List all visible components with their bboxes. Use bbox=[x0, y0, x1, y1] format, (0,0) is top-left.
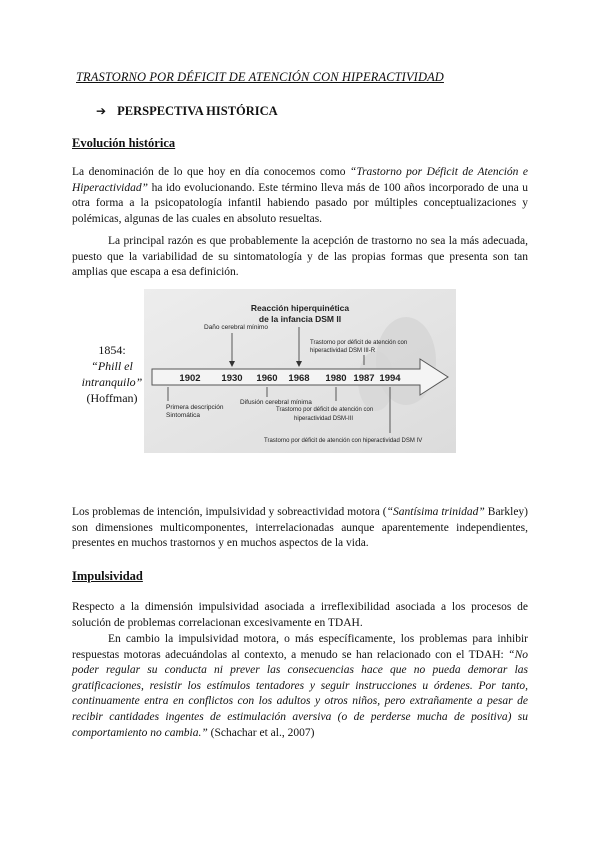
year-label: 1930 bbox=[221, 373, 243, 384]
paragraph-impulsividad-2 bbox=[72, 632, 528, 741]
label-dsm3r-line-2: hiperactividad DSM III-R bbox=[310, 348, 376, 354]
year-label: 1987 bbox=[353, 373, 375, 384]
paragraph-citation: (Schachar et al., 2007) bbox=[207, 726, 315, 739]
year-label: 1968 bbox=[288, 373, 310, 384]
label-dsm3-line-2: hiperactividad DSM-III bbox=[294, 416, 354, 422]
label-dsm4: Trastorno por déficit de atención con hiperactividad DSM IV bbox=[264, 438, 423, 444]
paragraph-text: ha ido evolucionando. Este término lleva más de 100 años incorporado de una u otra forma a la psicopatología infantil habiendo pasado por múltiples conceptualizaciones y polémicas, algunas de las cuales en absoluto resueltas. bbox=[72, 181, 528, 225]
timeline-svg bbox=[144, 289, 456, 453]
paragraph-text: Los problemas de intención, impulsividad y sobreactividad motora ( bbox=[72, 506, 387, 518]
year-label: 1994 bbox=[379, 373, 401, 384]
section-heading-evolucion: Evolución histórica bbox=[72, 136, 176, 150]
top-label-line-1: Reacción hiperquinética bbox=[250, 303, 350, 313]
bullet-heading-text: PERSPECTIVA HISTÓRICA bbox=[117, 104, 278, 118]
top-label-line-2: de la infancia DSM II bbox=[258, 314, 342, 324]
label-dsm3-line-1: Trastorno por déficit de atención con bbox=[276, 407, 374, 413]
paragraph-text: La denominación de lo que hoy en día conocemos como bbox=[72, 166, 350, 178]
label-dsm3r-line-1: Trastorno por déficit de atención con bbox=[310, 340, 408, 346]
year-label: 1960 bbox=[256, 373, 278, 384]
paragraph-evolucion-1 bbox=[72, 165, 528, 227]
caption-year: 1854: bbox=[98, 343, 126, 357]
paragraph-text: En cambio la impulsividad motora, o más específicamente, los problemas para inhibir respuestas motoras adecuándolas al contexto, a menudo se han relacionado con el TDAH: bbox=[72, 633, 528, 661]
label-difusion: Difusión cerebral mínima bbox=[240, 399, 312, 406]
caption-author: (Hoffman) bbox=[86, 391, 138, 405]
label-primera-line-2: Sintomática bbox=[166, 412, 200, 419]
label-primera-line-1: Primera descripción bbox=[166, 404, 224, 411]
paragraph-italic-text: “Trastorno por Déficit de Atención e Hiperactividad” bbox=[72, 166, 528, 194]
paragraph-italic-text: “Santísima trinidad” bbox=[386, 506, 485, 518]
year-label: 1980 bbox=[325, 373, 347, 384]
timeline-figure bbox=[144, 289, 456, 453]
paragraph-evolucion-2: La principal razón es que probablemente la acepción de trastorno no sea la más adecuada, puesto que la variabilidad de su sintomatología y de las propias formas que presenta son tan amplias que escapa a esa definición. bbox=[72, 235, 528, 279]
figure-caption bbox=[72, 342, 152, 406]
arrow-right-icon: ➔ bbox=[96, 104, 107, 118]
caption-name: “Phill el intranquilo” bbox=[81, 359, 143, 389]
bullet-heading bbox=[96, 104, 278, 119]
paragraph-impulsividad-1: Respecto a la dimensión impulsividad asociada a irreflexibilidad asociada a los procesos de solución de problemas correlacionan excesivamente en TDAH. bbox=[72, 601, 528, 629]
paragraph-evolucion-3 bbox=[72, 505, 528, 552]
document-title: TRASTORNO POR DÉFICIT DE ATENCIÓN CON HIPERACTIVIDAD bbox=[76, 70, 444, 84]
paragraph-text: Barkley) son dimensiones multicomponentes, interrelacionadas aunque aparentemente independientes, presentes en muchos trastornos y en muchos aspectos de la vida. bbox=[72, 506, 529, 550]
paragraph-italic-quote: “No poder regular su conducta ni prever las consecuencias hace que no pueda demorar las gratificaciones, resistir los estímulos tentadores y seguir instrucciones u órdenes. Por tanto, continuamente entra en conflictos con los adultos y otros niños, pero extrañamente a pesar de recibir cantidades ingentes de estimulación aversiva (o de perderse mucha de positiva) su comportamiento no cambia.” bbox=[72, 648, 528, 739]
year-label: 1902 bbox=[179, 373, 201, 384]
label-dano-cerebral: Daño cerebral mínimo bbox=[204, 324, 268, 331]
section-heading-impulsividad: Impulsividad bbox=[72, 569, 143, 583]
